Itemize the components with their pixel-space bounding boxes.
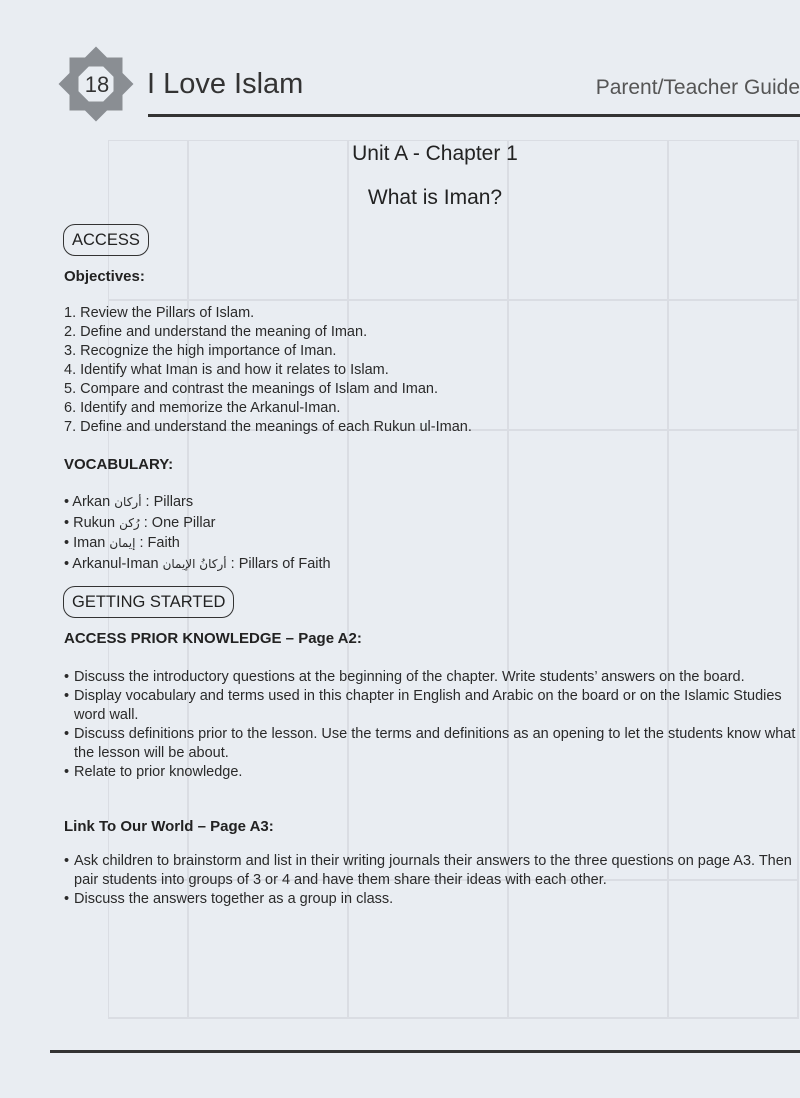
bullet-item xyxy=(64,890,800,909)
bullet-text: Discuss the introductory questions at the beginning of the chapter. Write students’ answers on the board. xyxy=(74,669,745,685)
vocab-term: • Arkanul-Iman xyxy=(64,555,163,572)
vocab-meaning: : One Pillar xyxy=(139,514,216,531)
getting-started-section-label: GETTING STARTED xyxy=(63,586,234,618)
page-number: 18 xyxy=(84,72,110,97)
bullet-text: Discuss definitions prior to the lesson. Use the terms and definitions as an opening to let the students know what the lesson will be about. xyxy=(74,726,796,761)
prior-knowledge-list xyxy=(64,668,800,782)
vocab-item xyxy=(64,513,331,534)
vocab-arabic: أركانُ الإيمان xyxy=(162,556,227,571)
link-to-world-heading: Link To Our World – Page A3: xyxy=(64,818,274,835)
footer-divider xyxy=(50,1050,800,1053)
bullet-item xyxy=(64,725,800,763)
access-section-label: ACCESS xyxy=(63,224,149,256)
vocab-arabic: رُكن xyxy=(119,515,140,530)
vocab-meaning: : Pillars xyxy=(141,494,194,510)
vocabulary-heading: VOCABULARY: xyxy=(64,456,174,473)
vocab-item xyxy=(64,554,331,575)
bullet-text: Discuss the answers together as a group in class. xyxy=(74,891,394,907)
vocab-item xyxy=(64,533,331,554)
chapter-title: What is Iman? xyxy=(367,186,503,209)
objectives-heading: Objectives: xyxy=(64,268,145,285)
bullet-icon: • xyxy=(64,726,70,742)
header-divider xyxy=(148,114,800,117)
book-title: I Love Islam xyxy=(147,68,304,100)
vocabulary-list xyxy=(64,492,331,574)
bullet-icon: • xyxy=(64,891,70,907)
guide-title: Parent/Teacher Guide xyxy=(595,76,800,99)
unit-chapter-heading: Unit A - Chapter 1 xyxy=(352,142,518,165)
vocab-arabic: إيمان xyxy=(109,536,136,550)
vocab-arabic: أركان xyxy=(114,495,142,509)
objective-item: 6. Identify and memorize the Arkanul-Iman. xyxy=(64,400,341,416)
vocab-meaning: : Faith xyxy=(135,535,180,551)
objective-item: 7. Define and understand the meanings of each Rukun ul-Iman. xyxy=(64,419,472,435)
bullet-icon: • xyxy=(64,688,70,704)
objective-item: 5. Compare and contrast the meanings of Islam and Iman. xyxy=(64,381,438,397)
bullet-item xyxy=(64,852,800,890)
bullet-icon: • xyxy=(64,853,70,869)
bullet-text: Ask children to brainstorm and list in their writing journals their answers to the three questions on page A3. Then pair students into groups of 3 or 4 and have them share their ideas with each other. xyxy=(74,853,792,888)
link-to-world-list xyxy=(64,852,800,909)
bullet-item xyxy=(64,687,800,725)
vocab-term: • Rukun xyxy=(64,514,120,531)
bullet-item xyxy=(64,763,800,782)
bullet-item xyxy=(64,668,800,687)
bullet-icon: • xyxy=(64,764,70,780)
vocab-item xyxy=(64,492,331,513)
objective-item: 2. Define and understand the meaning of Iman. xyxy=(64,324,368,340)
objective-item: 1. Review the Pillars of Islam. xyxy=(64,305,255,321)
objectives-list xyxy=(64,304,472,437)
objective-item: 4. Identify what Iman is and how it relates to Islam. xyxy=(64,362,389,378)
vocab-term: • Arkan xyxy=(64,494,115,510)
prior-knowledge-heading: ACCESS PRIOR KNOWLEDGE – Page A2: xyxy=(64,630,362,647)
vocab-term: • Iman xyxy=(64,535,110,551)
bullet-icon: • xyxy=(64,669,70,685)
bullet-text: Relate to prior knowledge. xyxy=(74,764,243,780)
objective-item: 3. Recognize the high importance of Iman. xyxy=(64,343,337,359)
bullet-text: Display vocabulary and terms used in this chapter in English and Arabic on the board or on the Islamic Studies word wall. xyxy=(74,688,782,723)
vocab-meaning: : Pillars of Faith xyxy=(226,555,331,572)
